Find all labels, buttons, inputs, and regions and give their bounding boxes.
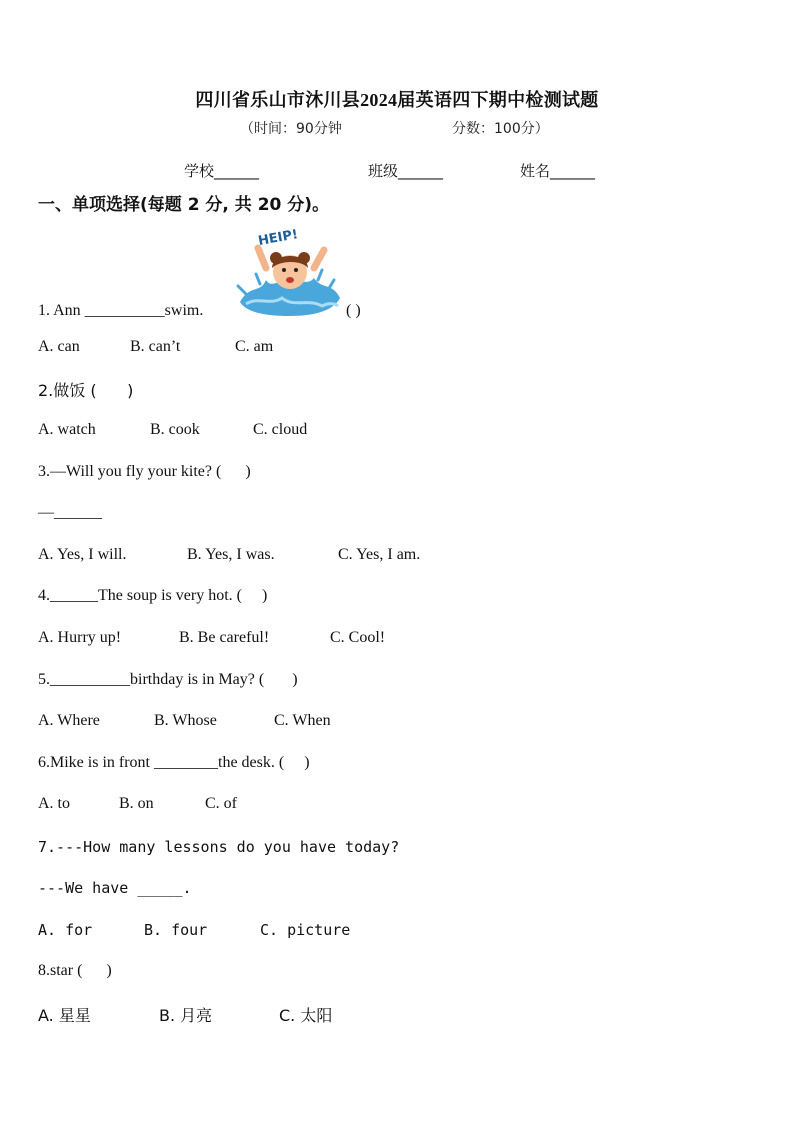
question-7: 7.---How many lessons do you have today? <box>38 838 400 856</box>
option-a: A. to <box>38 795 70 812</box>
option-a: A. can <box>38 338 80 355</box>
exam-score: 分数：100分） <box>452 121 549 137</box>
option-b: B. Yes, I was. <box>187 546 275 563</box>
exam-title: 四川省乐山市沐川县2024届英语四下期中检测试题 <box>195 90 599 110</box>
option-b: B. cook <box>150 421 200 438</box>
option-c: C. cloud <box>253 421 308 438</box>
option-c: C. When <box>274 712 331 729</box>
class-field: 班级______ <box>368 162 444 180</box>
question-1: 1. Ann __________swim. <box>38 302 204 319</box>
option-b: B. on <box>119 795 154 812</box>
question-7-answer-line: ---We have _____. <box>38 879 192 897</box>
option-c: C. 太阳 <box>279 1006 333 1025</box>
option-c: C. of <box>205 795 237 812</box>
option-a: A. 星星 <box>38 1006 91 1025</box>
question-5: 5.__________birthday is in May? ( ) <box>38 671 298 688</box>
option-b: B. four <box>144 921 208 939</box>
help-text: HEIP! <box>257 227 300 250</box>
exam-time: （时间：90分钟 <box>240 121 342 137</box>
question-4: 4.______The soup is very hot. ( ) <box>38 587 268 604</box>
option-c: C. picture <box>260 921 351 939</box>
option-a: A. Yes, I will. <box>38 546 127 563</box>
option-c: C. Cool! <box>330 629 386 646</box>
school-field: 学校______ <box>184 162 260 180</box>
option-c: C. am <box>235 338 274 355</box>
option-b: B. can’t <box>130 338 181 355</box>
option-b: B. Whose <box>154 712 217 729</box>
option-a: A. watch <box>38 421 96 438</box>
section-title: 一、单项选择(每题 2 分, 共 20 分)。 <box>38 195 330 215</box>
option-b: B. Be careful! <box>179 629 270 646</box>
question-8: 8.star ( ) <box>38 962 112 979</box>
question-3-answer-line: —______ <box>38 504 102 521</box>
drowning-girl-illustration <box>236 224 344 320</box>
name-field: 姓名______ <box>520 162 596 180</box>
option-c: C. Yes, I am. <box>338 546 421 563</box>
option-a: A. Hurry up! <box>38 629 122 646</box>
option-b: B. 月亮 <box>159 1006 213 1025</box>
question-1-paren: ( ) <box>346 302 361 319</box>
question-6: 6.Mike is in front ________the desk. ( ) <box>38 754 310 771</box>
option-a: A. Where <box>38 712 100 729</box>
option-a: A. for <box>38 921 93 939</box>
question-2: 2.做饭 ( ) <box>38 381 134 400</box>
question-3: 3.—Will you fly your kite? ( ) <box>38 463 251 480</box>
